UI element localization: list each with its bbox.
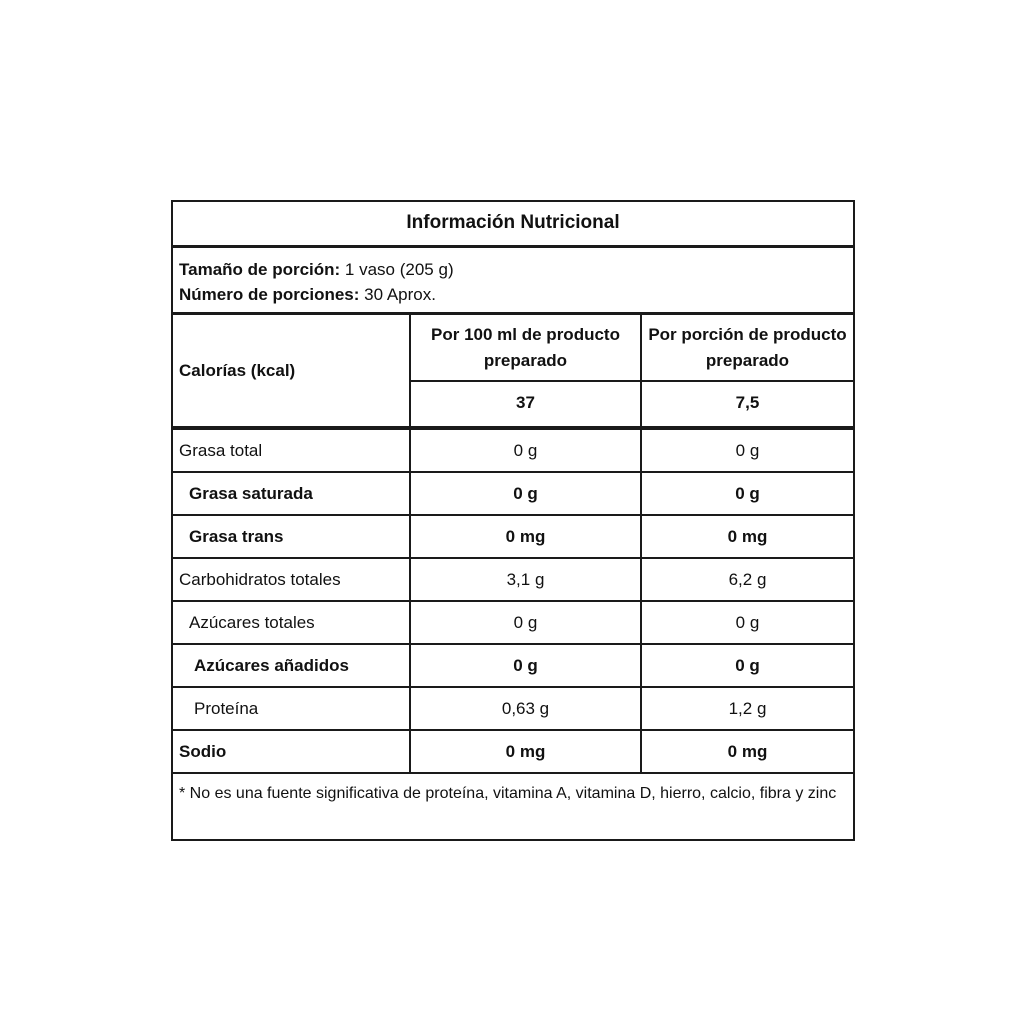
table-row <box>173 602 853 645</box>
nutrient-value-per-portion: 0 g <box>735 483 760 503</box>
nutrient-value-per-portion: 1,2 g <box>728 698 767 718</box>
nutrient-value-per-100ml: 0 mg <box>411 731 642 772</box>
serving-info <box>173 248 853 315</box>
portions-label: Número de porciones: <box>179 285 360 304</box>
nutrient-value-per-portion: 0 g <box>735 612 760 632</box>
nutrient-value-per-100ml: 0,63 g <box>411 688 642 729</box>
footnote: * No es una fuente significativa de proteína, vitamina A, vitamina D, hierro, calcio, fibra y zinc <box>179 785 837 802</box>
calories-label: Calorías (kcal) <box>173 315 411 426</box>
table-row <box>173 559 853 602</box>
nutrient-value-per-portion: 6,2 g <box>728 569 767 589</box>
nutrient-value-per-100ml: 0 g <box>411 473 642 514</box>
table-row <box>173 430 853 473</box>
table-row <box>173 688 853 731</box>
nutrient-value-per-portion: 0 g <box>735 655 760 675</box>
portions-value: 30 Aprox. <box>359 285 436 304</box>
col2-header-block <box>642 315 853 426</box>
portions-line <box>179 282 853 307</box>
col2-calories: 7,5 <box>735 393 760 412</box>
nutrient-name: Sodio <box>173 731 411 772</box>
serving-size-label: Tamaño de porción: <box>179 260 341 279</box>
nutrient-value-per-100ml: 0 g <box>411 430 642 471</box>
table-row <box>173 731 853 774</box>
nutrient-name: Grasa saturada <box>173 473 411 514</box>
nutrient-value-per-100ml: 0 g <box>411 645 642 686</box>
nutrient-value-per-100ml: 3,1 g <box>411 559 642 600</box>
nutrient-value-per-portion: 0 mg <box>727 526 768 546</box>
table-row <box>173 516 853 559</box>
calories-header <box>173 315 853 430</box>
col1-calories: 37 <box>516 393 535 412</box>
nutrient-name: Grasa total <box>173 430 411 471</box>
nutrition-facts-panel <box>171 200 855 841</box>
nutrient-name: Azúcares totales <box>173 602 411 643</box>
nutrient-value-per-100ml: 0 g <box>411 602 642 643</box>
nutrient-name: Proteína <box>173 688 411 729</box>
table-row <box>173 645 853 688</box>
table-row <box>173 473 853 516</box>
nutrient-name: Grasa trans <box>173 516 411 557</box>
nutrient-value-per-100ml: 0 mg <box>411 516 642 557</box>
nutrient-value-per-portion: 0 mg <box>727 741 768 761</box>
nutrient-value-per-portion: 0 g <box>735 440 760 460</box>
serving-size-line <box>179 257 853 282</box>
col2-header: Por porción de producto preparado <box>642 315 853 382</box>
nutrient-name: Carbohidratos totales <box>173 559 411 600</box>
panel-title: Información Nutricional <box>173 202 853 248</box>
col1-header-block <box>411 315 642 426</box>
nutrient-name: Azúcares añadidos <box>173 645 411 686</box>
col1-header: Por 100 ml de producto preparado <box>411 315 640 382</box>
serving-size-value: 1 vaso (205 g) <box>340 260 454 279</box>
